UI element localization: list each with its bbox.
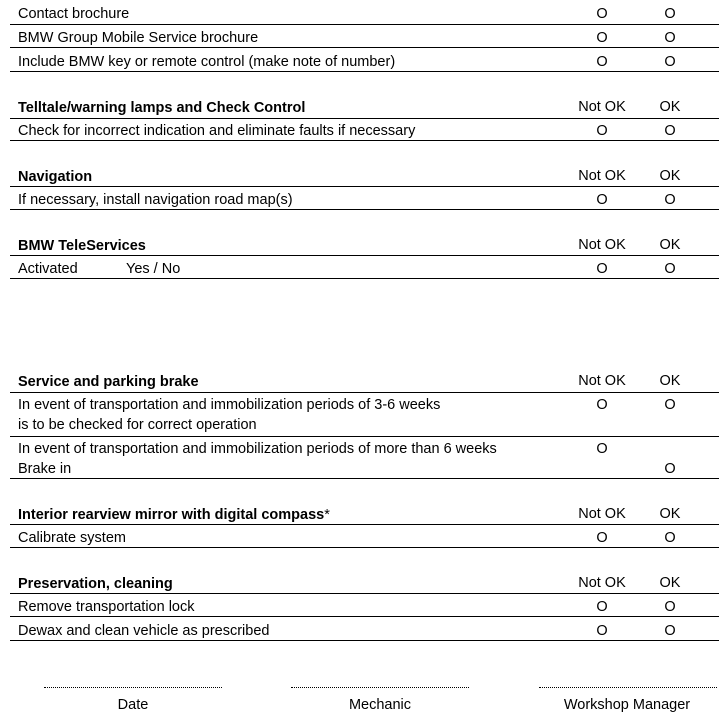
row-divider <box>10 140 719 141</box>
ok-header: OK <box>659 373 681 389</box>
section-divider <box>10 392 719 393</box>
ok-checkbox[interactable]: O <box>664 6 676 22</box>
section-divider <box>10 118 719 119</box>
checklist-item-transport-lock: Remove transportation lock <box>18 599 195 615</box>
not-ok-checkbox[interactable]: O <box>596 599 608 615</box>
ok-header: OK <box>659 575 681 591</box>
checklist-item-navigation: If necessary, install navigation road map(s) <box>18 192 293 208</box>
not-ok-checkbox[interactable]: O <box>596 261 608 277</box>
section-title-mirror: Interior rearview mirror with digital compass* <box>18 507 330 523</box>
section-divider <box>10 524 719 525</box>
checklist-item-brake-3-6-weeks: In event of transportation and immobilization periods of 3-6 weeks <box>18 397 441 413</box>
not-ok-checkbox[interactable]: O <box>596 54 608 70</box>
ok-checkbox[interactable]: O <box>664 623 676 639</box>
checklist-item-brake-in: Brake in <box>18 461 72 477</box>
section-title-preservation: Preservation, cleaning <box>18 576 173 592</box>
ok-checkbox[interactable]: O <box>664 530 676 546</box>
checklist-item-calibrate: Calibrate system <box>18 530 126 546</box>
not-ok-checkbox[interactable]: O <box>596 123 608 139</box>
ok-header: OK <box>659 99 681 115</box>
manager-signature-line[interactable] <box>539 687 717 688</box>
not-ok-header: Not OK <box>578 373 626 389</box>
ok-checkbox[interactable]: O <box>664 192 676 208</box>
row-divider <box>10 209 719 210</box>
checklist-item-include-key: Include BMW key or remote control (make note of number) <box>18 54 396 70</box>
row-divider <box>10 478 719 479</box>
row-divider <box>10 24 719 25</box>
checklist-item-mobile-service-brochure: BMW Group Mobile Service brochure <box>18 30 259 46</box>
mechanic-label: Mechanic <box>348 697 412 713</box>
section-divider <box>10 186 719 187</box>
ok-checkbox[interactable]: O <box>664 54 676 70</box>
not-ok-header: Not OK <box>578 168 626 184</box>
not-ok-checkbox[interactable]: O <box>596 30 608 46</box>
section-title-navigation: Navigation <box>18 169 93 185</box>
not-ok-checkbox[interactable]: O <box>596 441 608 457</box>
yes-no-choice[interactable]: Yes / No <box>126 261 181 277</box>
checklist-item-contact-brochure: Contact brochure <box>18 6 130 22</box>
ok-checkbox[interactable]: O <box>664 461 676 477</box>
mechanic-signature-line[interactable] <box>291 687 469 688</box>
not-ok-checkbox[interactable]: O <box>596 192 608 208</box>
not-ok-header: Not OK <box>578 575 626 591</box>
checklist-item-brake-over-6-weeks: In event of transportation and immobilization periods of more than 6 weeks <box>18 441 497 457</box>
not-ok-header: Not OK <box>578 99 626 115</box>
date-signature-line[interactable] <box>44 687 222 688</box>
ok-checkbox[interactable]: O <box>664 123 676 139</box>
ok-header: OK <box>659 168 681 184</box>
row-divider <box>10 616 719 617</box>
section-title-telltale: Telltale/warning lamps and Check Control <box>18 100 306 116</box>
not-ok-header: Not OK <box>578 237 626 253</box>
ok-checkbox[interactable]: O <box>664 261 676 277</box>
ok-checkbox[interactable]: O <box>664 30 676 46</box>
row-divider <box>10 640 719 641</box>
row-divider <box>10 547 719 548</box>
ok-checkbox[interactable]: O <box>664 397 676 413</box>
ok-checkbox[interactable]: O <box>664 599 676 615</box>
section-divider <box>10 593 719 594</box>
row-divider <box>10 71 719 72</box>
workshop-manager-label: Workshop Manager <box>563 697 691 713</box>
ok-header: OK <box>659 506 681 522</box>
not-ok-checkbox[interactable]: O <box>596 397 608 413</box>
checklist-item-dewax: Dewax and clean vehicle as prescribed <box>18 623 270 639</box>
checklist-item-activated: Activated <box>18 261 78 277</box>
checklist-item-brake-3-6-weeks-cont: is to be checked for correct operation <box>18 417 257 433</box>
not-ok-checkbox[interactable]: O <box>596 623 608 639</box>
not-ok-checkbox[interactable]: O <box>596 6 608 22</box>
section-title-brake: Service and parking brake <box>18 374 199 390</box>
not-ok-header: Not OK <box>578 506 626 522</box>
row-divider <box>10 436 719 437</box>
date-label: Date <box>117 697 149 713</box>
section-divider <box>10 255 719 256</box>
row-divider <box>10 278 719 279</box>
checklist-item-telltale: Check for incorrect indication and eliminate faults if necessary <box>18 123 416 139</box>
row-divider <box>10 47 719 48</box>
ok-header: OK <box>659 237 681 253</box>
not-ok-checkbox[interactable]: O <box>596 530 608 546</box>
section-title-teleservices: BMW TeleServices <box>18 238 146 254</box>
